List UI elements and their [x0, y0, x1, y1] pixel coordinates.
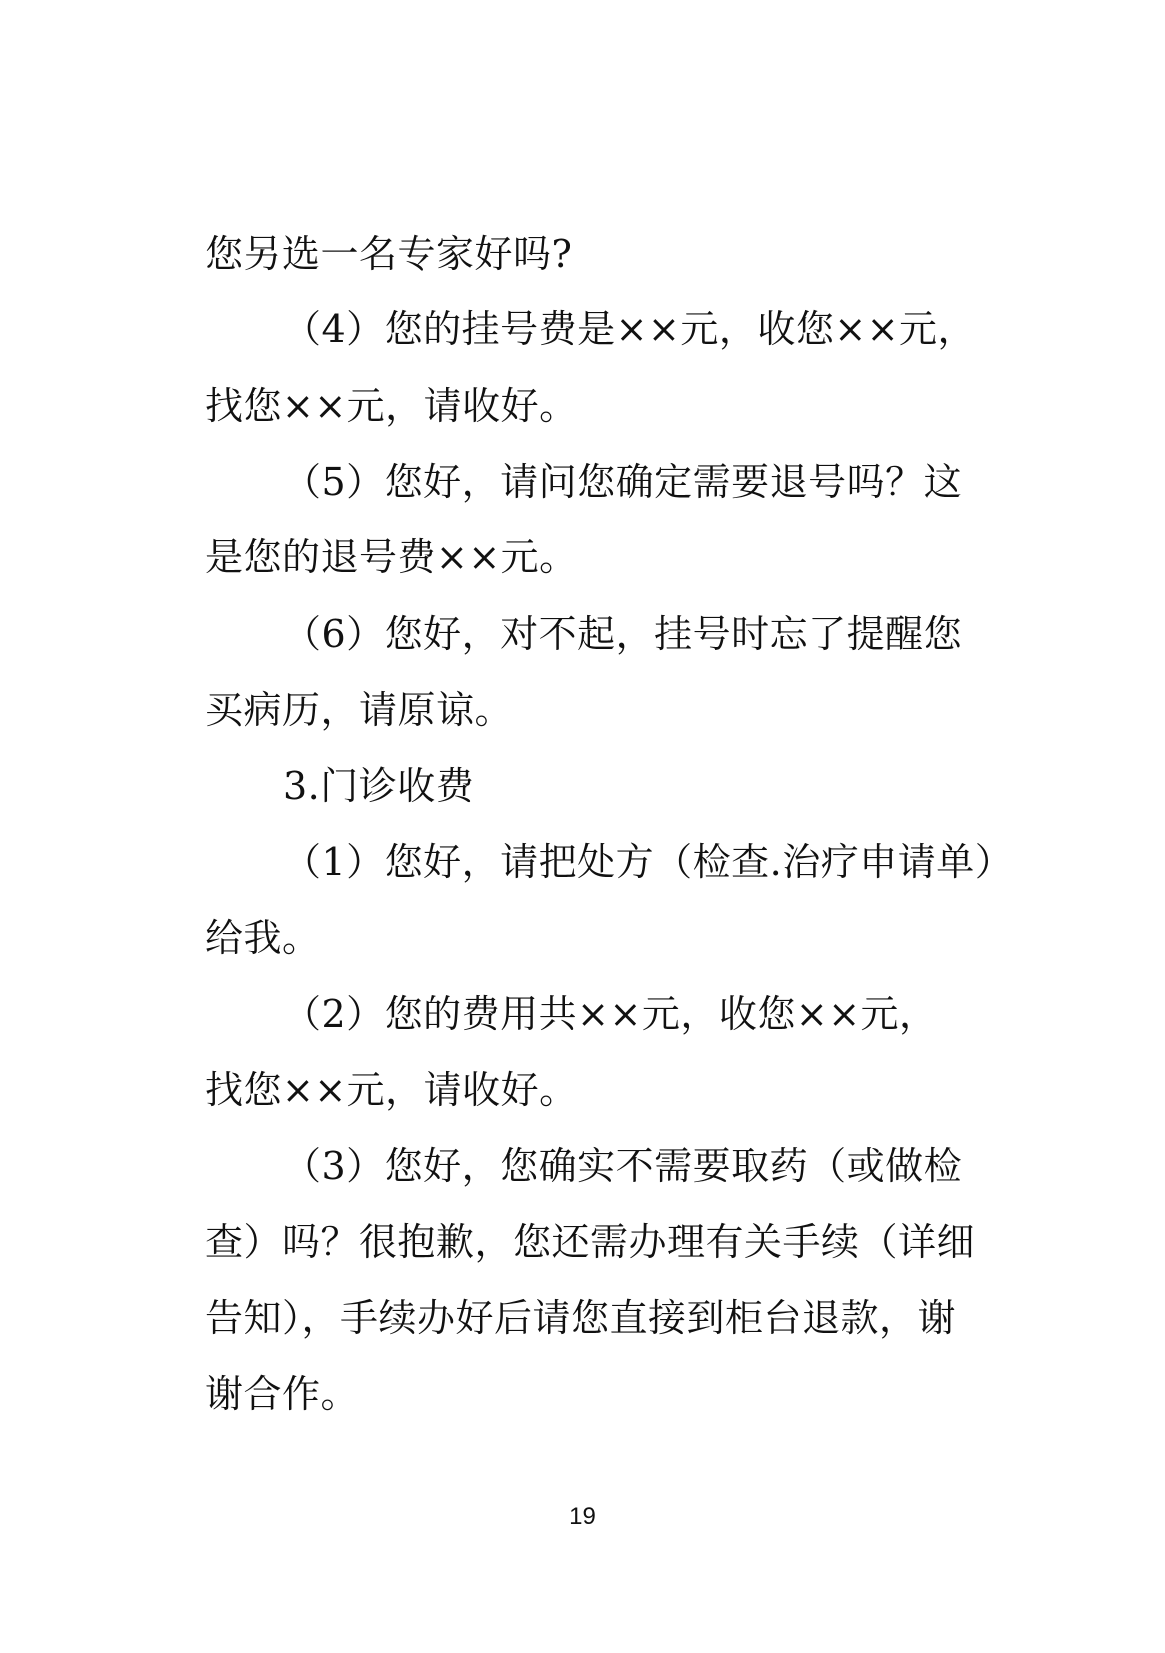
text-line: 买病历，请原谅。: [205, 688, 514, 732]
text-line: 告知），手续办好后请您直接到柜台退款，谢: [205, 1296, 957, 1340]
page-number: 19: [569, 1503, 596, 1530]
text-line: （3）您好，您确实不需要取药（或做检: [283, 1144, 963, 1188]
text-line: （2）您的费用共××元，收您××元，: [283, 992, 938, 1036]
text-line: 给我。: [205, 916, 321, 960]
text-line: （1）您好，请把处方（检查.治疗申请单）: [283, 840, 1014, 884]
text-line: 谢合作。: [205, 1372, 360, 1416]
text-line: 查）吗？很抱歉，您还需办理有关手续（详细: [205, 1220, 976, 1264]
text-line: （4）您的挂号费是××元，收您××元，: [283, 307, 977, 351]
text-line: （5）您好，请问您确定需要退号吗？这: [283, 460, 963, 504]
text-line: 找您××元，请收好。: [205, 1068, 578, 1112]
text-line: （6）您好，对不起，挂号时忘了提醒您: [283, 612, 963, 656]
text-line: 找您××元，请收好。: [205, 384, 578, 428]
text-line: 是您的退号费××元。: [205, 535, 578, 579]
section-heading: 3.门诊收费: [283, 764, 475, 808]
text-line: 您另选一名专家好吗?: [205, 232, 573, 276]
